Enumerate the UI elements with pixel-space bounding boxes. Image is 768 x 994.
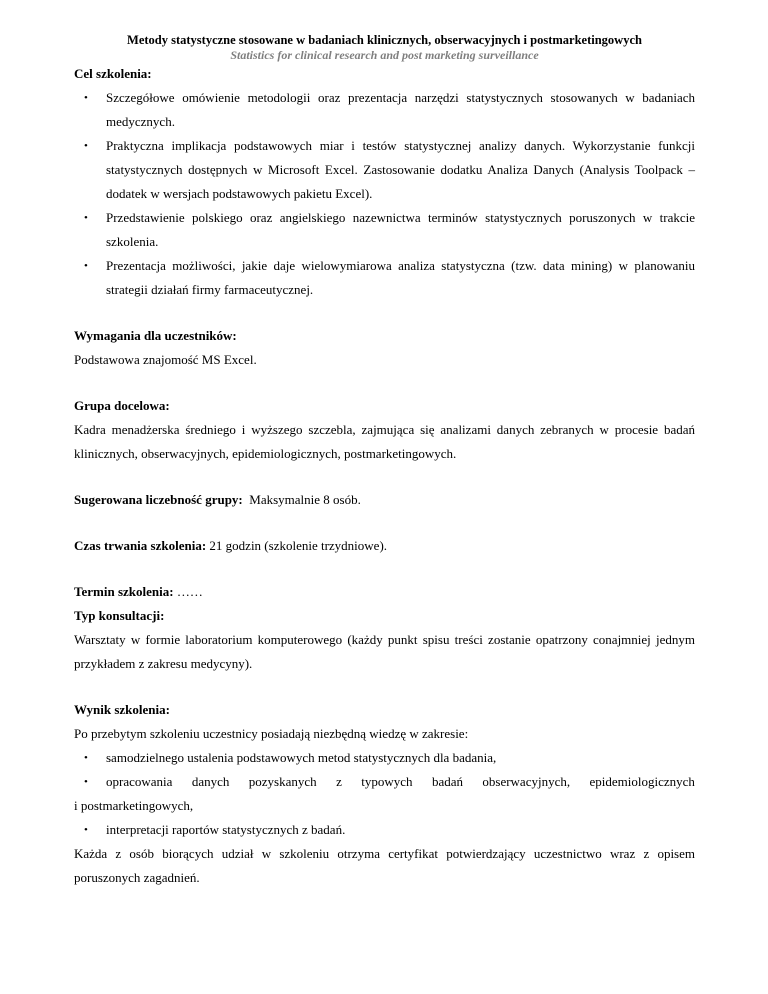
date-value: …… xyxy=(176,584,203,599)
result-list xyxy=(74,746,695,794)
result-intro: Po przebytym szkoleniu uczestnicy posiadają niezbędną wiedzę w zakresie: xyxy=(74,726,469,741)
audience-text: Kadra menadżerska średniego i wyższego szczebla, zajmująca się analizami danych zebranych w procesie badań klinicznych, obserwacyjnych, epidemiologicznych, postmarketingowych. xyxy=(74,422,695,461)
bullet-icon: • xyxy=(84,776,88,788)
justified-line: opracowania danych pozyskanych z typowych badań obserwacyjnych, epidemiologicznych xyxy=(106,774,695,789)
duration-value: 21 godzin (szkolenie trzydniowe). xyxy=(209,538,388,553)
duration-label: Czas trwania szkolenia: xyxy=(74,538,207,553)
requirements-text: Podstawowa znajomość MS Excel. xyxy=(74,352,257,367)
list-item: • Praktyczna implikacja podstawowych miar i testów statystycznej analizy danych. Wykorzystanie funkcji statystycznych dostępnych w Microsoft Excel. Zastosowanie dodatku Analiza Danych (Analysis Toolpack – dodatek w wersjach podstawowych pakietu Excel). xyxy=(74,134,695,206)
page-subtitle: Statistics for clinical research and post marketing surveillance xyxy=(230,48,539,62)
list-item: • interpretacji raportów statystycznych z badań. xyxy=(74,818,695,842)
group-size-value: Maksymalnie 8 osób. xyxy=(249,492,361,507)
list-item: • Prezentacja możliwości, jakie daje wielowymiarowa analiza statystyczna (tzw. data mining) w planowaniu strategii działań firmy farmaceutycznej. xyxy=(74,254,695,302)
list-item: • Przedstawienie polskiego oraz angielskiego nazewnictwa terminów statystycznych poruszonych w trakcie szkolenia. xyxy=(74,206,695,254)
result-closing: Każda z osób biorących udział w szkoleniu otrzyma certyfikat potwierdzający uczestnictwo wraz z opisem poruszonych zagadnień. xyxy=(74,846,695,885)
audience-heading: Grupa docelowa: xyxy=(74,398,170,413)
list-item: • Szczegółowe omówienie metodologii oraz prezentacja narzędzi statystycznych stosowanych w badaniach medycznych. xyxy=(74,86,695,134)
page-title: Metody statystyczne stosowane w badaniach klinicznych, obserwacyjnych i postmarketingowych xyxy=(127,33,642,47)
group-size-label: Sugerowana liczebność grupy: xyxy=(74,492,243,507)
bullet-icon: • xyxy=(84,752,88,764)
goal-list xyxy=(74,86,695,302)
date-line xyxy=(74,580,695,604)
date-label: Termin szkolenia: xyxy=(74,584,174,599)
list-item: • samodzielnego ustalenia podstawowych metod statystycznych dla badania, xyxy=(74,746,695,770)
goal-heading: Cel szkolenia: xyxy=(74,66,152,81)
bullet-icon: • xyxy=(84,140,88,152)
result-heading: Wynik szkolenia: xyxy=(74,702,170,717)
consult-type-text: Warsztaty w formie laboratorium komputerowego (każdy punkt spisu treści zostanie opatrzony conajmniej jednym przykładem z zakresu medycyny). xyxy=(74,632,695,671)
consult-type-heading: Typ konsultacji: xyxy=(74,608,165,623)
group-size-line xyxy=(74,488,695,512)
result-item2-continuation: i postmarketingowych, xyxy=(74,798,194,813)
bullet-icon: • xyxy=(84,212,88,224)
bullet-icon: • xyxy=(84,824,88,836)
duration-line xyxy=(74,534,695,558)
document-page xyxy=(74,33,695,890)
requirements-heading: Wymagania dla uczestników: xyxy=(74,328,237,343)
result-list-2 xyxy=(74,818,695,842)
bullet-icon: • xyxy=(84,92,88,104)
bullet-icon: • xyxy=(84,260,88,272)
list-item xyxy=(74,770,695,794)
